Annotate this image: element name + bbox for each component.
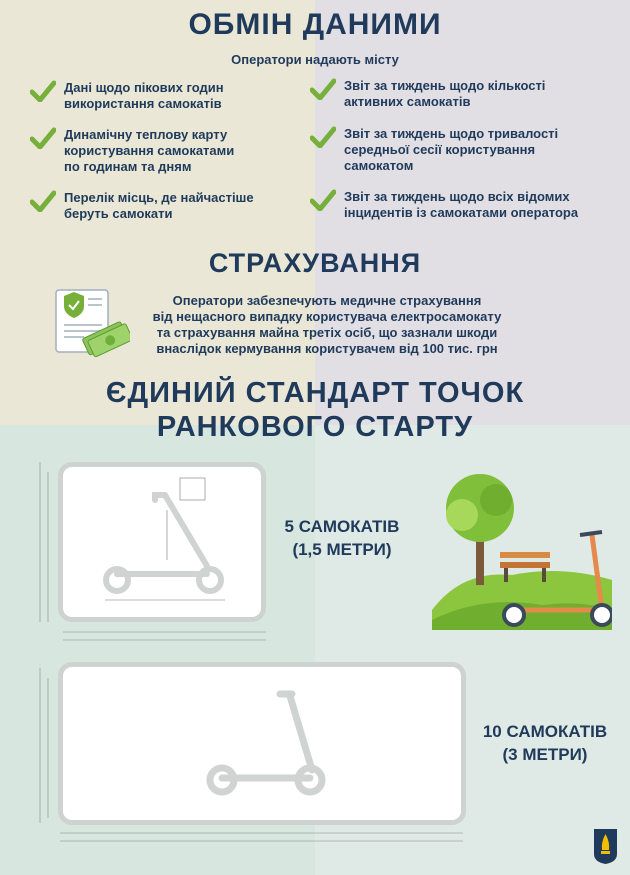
exchange-subtitle: Оператори надають місту	[231, 52, 399, 67]
exchange-item: Звіт за тиждень щодо кількості активних самокатів	[310, 78, 545, 110]
exchange-title: ОБМІН ДАНИМИ	[188, 8, 442, 41]
exchange-item: Звіт за тиждень щодо тривалості середньої сесії користування самокатом	[310, 126, 558, 174]
exchange-item: Динамічну теплову карту користування самокатами по годинам та дням	[30, 127, 234, 175]
check-icon	[30, 127, 56, 149]
exchange-item: Звіт за тиждень щодо всіх відомих інцидентів із самокатами оператора	[310, 189, 578, 221]
park-scooter-illustration	[432, 470, 612, 630]
exchange-item: Дані щодо пікових годин використання самокатів	[30, 80, 224, 112]
check-icon	[30, 80, 56, 102]
check-icon	[310, 126, 336, 148]
small-plan-caption: 5 САМОКАТІВ (1,5 МЕТРИ)	[284, 517, 400, 559]
check-icon	[310, 189, 336, 211]
insurance-text: Оператори забезпечують медичне страхування від нещасного випадку користувача електросамокату та страхування майна третіх осіб, що зазнали шкоди внаслідок кермування користувачем від 100 тис. грн	[152, 293, 502, 356]
insurance-document-icon	[50, 284, 130, 360]
insurance-title: СТРАХУВАННЯ	[208, 248, 422, 278]
check-icon	[30, 190, 56, 212]
check-icon	[310, 78, 336, 100]
scooter-outline-icon	[95, 470, 235, 620]
standard-title: ЄДИНИЙ СТАНДАРТ ТОЧОК РАНКОВОГО СТАРТУ	[105, 377, 525, 443]
scooter-outline-icon	[200, 684, 330, 804]
large-plan-caption: 10 САМОКАТІВ (3 МЕТРИ)	[482, 722, 608, 764]
kyiv-coat-of-arms-logo	[593, 828, 618, 865]
exchange-item: Перелік місць, де найчастіше беруть самокати	[30, 190, 254, 222]
